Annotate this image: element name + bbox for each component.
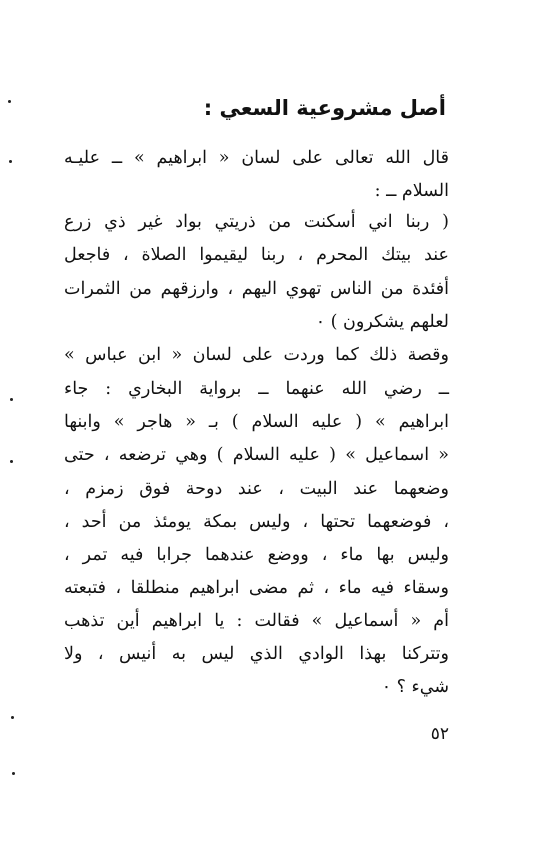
scan-speck: [9, 160, 12, 163]
text-line: لعلهم يشكرون ) ٠: [315, 312, 449, 332]
scan-speck: [11, 716, 14, 719]
text-line: أم « أسماعيل » فقالت : يا ابراهيم أين تذهب: [64, 611, 449, 631]
text-line: شيء ؟ ٠: [381, 677, 449, 697]
scan-speck: [8, 100, 11, 103]
text-line: وتتركنا بهذا الوادي الذي ليس به أنيس ، ولا: [64, 644, 449, 664]
scan-speck: [12, 772, 15, 775]
text-line: ( ربنا اني أسكنت من ذريتي بواد غير ذي زرع: [64, 212, 449, 232]
text-line: ، فوضعهما تحتها ، وليس بمكة يومئذ من أحد ،: [64, 512, 449, 532]
section-heading: أصل مشروعية السعي :: [203, 96, 446, 120]
text-line: وليس بها ماء ، ووضع عندهما جرابا فيه تمر ،: [64, 545, 449, 565]
text-line: وقصة ذلك كما وردت على لسان « ابن عباس »: [64, 345, 449, 365]
page-number: ٥٢: [430, 724, 449, 744]
text-line: قال الله تعالى على لسان « ابراهيم » ــ عليـه: [64, 148, 449, 168]
scan-speck: [10, 460, 13, 463]
text-line: السلام ــ :: [374, 181, 449, 201]
text-line: « اسماعيل » ( عليه السلام ) وهي ترضعه ، حتى: [64, 445, 449, 465]
text-line: وضعهما عند البيت ، عند دوحة فوق زمزم ،: [64, 479, 449, 499]
text-line: ابراهيم » ( عليه السلام ) بـ « هاجر » وابنها: [64, 412, 449, 432]
text-line: وسقاء فيه ماء ، ثم مضى ابراهيم منطلقا ، فتبعته: [64, 578, 449, 598]
scan-speck: [10, 398, 13, 401]
text-line: عند بيتك المحرم ، ربنا ليقيموا الصلاة ، فاجعل: [64, 245, 449, 265]
text-line: ــ رضي الله عنهما ــ برواية البخاري : جاء: [64, 379, 449, 399]
text-line: أفئدة من الناس تهوي اليهم ، وارزقهم من الثمرات: [64, 279, 449, 299]
